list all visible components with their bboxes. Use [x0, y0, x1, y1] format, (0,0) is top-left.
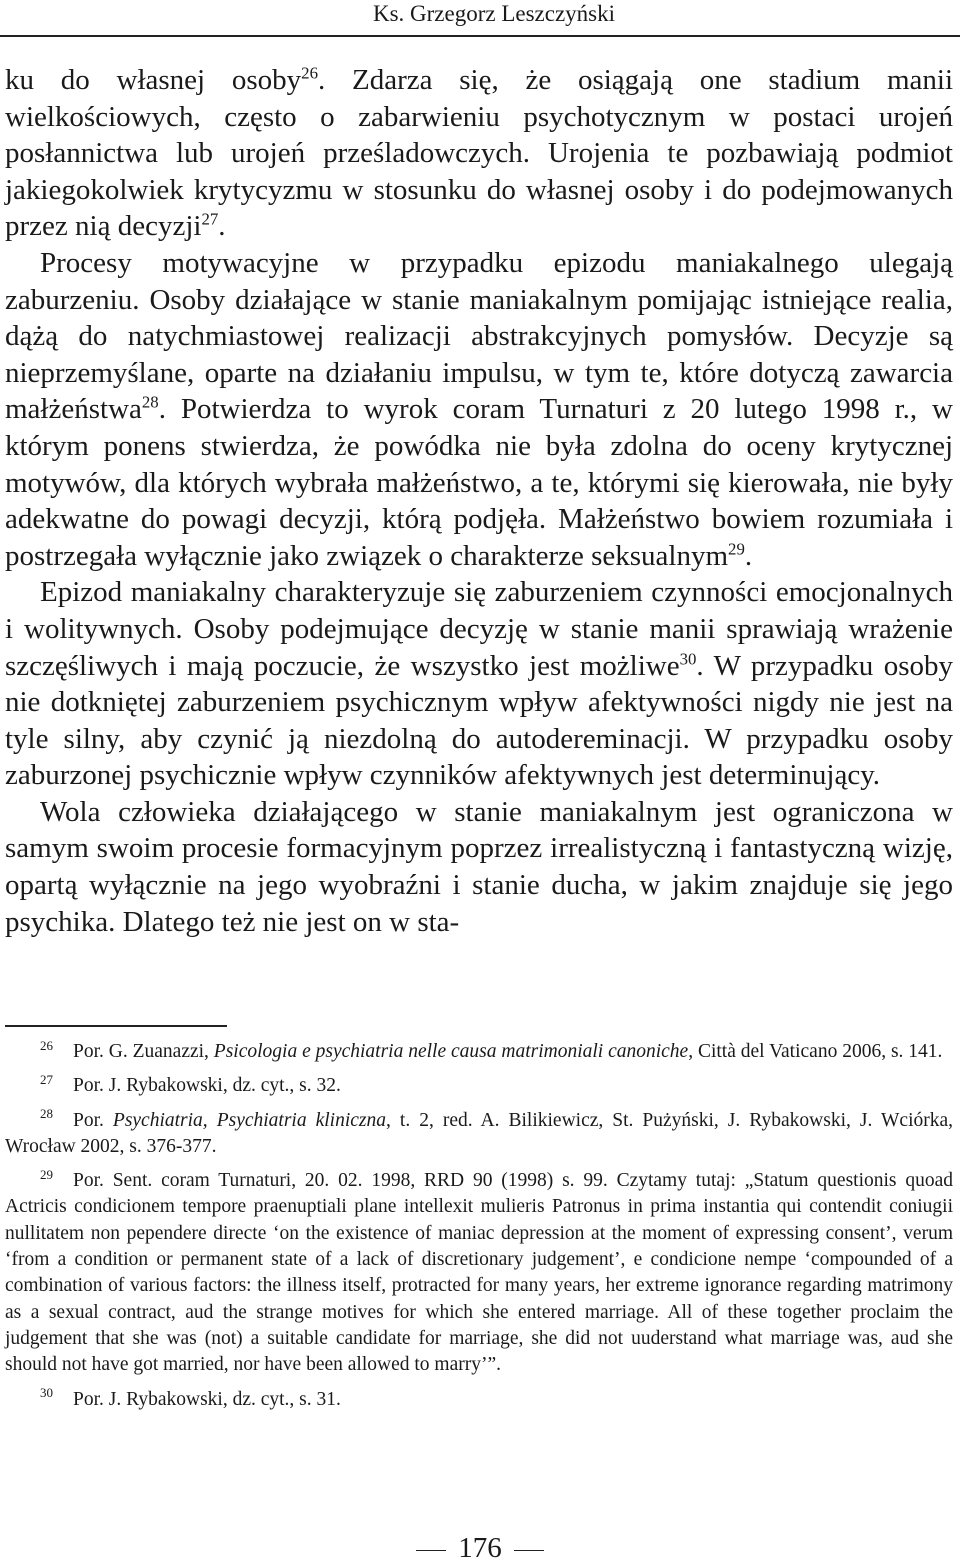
dash-right — [514, 1550, 544, 1552]
footnote-text: Por. J. Rybakowski, dz. cyt., s. 31. — [73, 1388, 341, 1410]
footnote-27 — [5, 1073, 953, 1099]
footnote-ref-27[interactable]: 27 — [201, 209, 219, 229]
footnote-28 — [5, 1108, 953, 1161]
footnote-text: Por. J. Rybakowski, dz. cyt., s. 32. — [73, 1075, 341, 1097]
footnote-ref-30[interactable]: 30 — [679, 648, 697, 668]
footnote-number: 28 — [40, 1106, 53, 1122]
dash-left — [416, 1550, 446, 1552]
footnote-title: Psychiatria, Psychiatria kliniczna — [112, 1109, 387, 1131]
paragraph-3 — [5, 574, 953, 794]
running-header: Ks. Grzegorz Leszczyński — [372, 1, 615, 26]
footnote-26 — [5, 1039, 953, 1065]
footnote-text: Por. Sent. coram Turnaturi, 20. 02. 1998, RRD 90 (1998) s. 99. Czytamy tutaj: „Statum questionis quoad Actricis condicionem tempore praenuptiali plane intellexit mulieris Patronus in prima instantia qui contendit coniugii nullitatem non pependere directe ‘on the existence of maniac depression at the moment of expressing consent’, verum ‘from a condition or permanent state of a lack of discretionary judgement’, e condicione nempe ‘compounded of a combination of various factors: the illness itself, protracted for many years, her extreme ignorance regarding matrimony as a sexual contract, aud the strange motives for which she entered marriage. All of these together proclaim the judgement that she was (not) a suitable candidate for marriage, she did not uuderstand what marriage was, aud she should not have got married, nor have been allowed to marry’”. — [5, 1170, 953, 1376]
footnote-text: Por. — [73, 1109, 113, 1131]
page-number-value: 176 — [458, 1532, 502, 1564]
paragraph-text: . — [744, 539, 753, 572]
paragraph-text: . Zdarza się, że osiągają one stadium manii wielkościowych, często o zabarwieniu psychotycznym w postaci urojeń posłannictwa lub urojeń prześladowczych. Urojenia te pozbawiają podmiot jakiegokolwiek krytycyzmu w stosunku do własnej osoby i do podejmowanych przez nią decyzji — [5, 64, 953, 243]
footnote-number: 30 — [40, 1385, 53, 1401]
paragraph-2 — [5, 245, 953, 574]
page-number — [0, 1530, 960, 1566]
paragraph-text: ku do własnej osoby — [5, 64, 302, 96]
footnote-text: , Città del Vaticano 2006, s. 141. — [688, 1041, 943, 1062]
footnote-30 — [5, 1387, 953, 1413]
paragraph-text: . — [218, 210, 226, 243]
footnote-title: Psicologia e psychiatria nelle causa matrimoniali canoniche — [213, 1041, 689, 1062]
footnotes — [5, 1039, 953, 1421]
footnote-number: 29 — [40, 1166, 53, 1182]
paragraph-text: Epizod maniakalny charakteryzuje się zaburzeniem czynności emocjonalnych i wolitywnych. Osoby podejmujące decyzję w stanie manii sprawiają wrażenie szczęśliwych i mają poczucie, że wszystko jest możliwe — [5, 576, 953, 682]
footnote-text: Por. G. Zuanazzi, — [73, 1041, 214, 1062]
paragraph-text: Wola człowieka działającego w stanie maniakalnym jest ograniczona w samym swoim procesie formacyjnym poprzez irrealistyczną i fantastyczną wizję, opartą wyłącznie na jego wyobraźni i stanie ducha, w jakim znajduje się jego psychika. Dlatego też nie jest on w sta- — [5, 795, 953, 938]
footnote-number: 26 — [40, 1037, 53, 1053]
footnote-ref-28[interactable]: 28 — [141, 392, 159, 412]
header-rule — [0, 35, 960, 37]
paragraph-4 — [5, 794, 953, 940]
footnote-ref-26[interactable]: 26 — [301, 63, 318, 83]
footnote-29 — [5, 1168, 953, 1378]
footnote-ref-29[interactable]: 29 — [728, 539, 745, 559]
paragraph-text: Procesy motywacyjne w przypadku epizodu maniakalnego ulegają zaburzeniu. Osoby działające w stanie maniakalnym pomijając istniejące realia, dążą do natychmiastowej realizacji abstrakcyjnych pomysłów. Decyzje są nieprzemyślane, oparte na działaniu impulsu, w tym te, które dotyczą zawarcia małżeństwa — [5, 246, 953, 426]
paragraph-1 — [5, 62, 953, 245]
main-text — [5, 62, 953, 940]
paragraph-text: . W przypadku osoby nie dotkniętej zaburzeniem psychicznym wpływ afektywności nigdy nie jest na tyle silny, aby czynić ją niezdolną do autoderеminacji. W przypadku osoby zaburzonej psychicznie wpływ czynników afektywnych jest determinujący. — [5, 649, 953, 792]
footnote-number: 27 — [40, 1071, 53, 1087]
paragraph-text: . Potwierdza to wyrok coram Turnaturi z 20 lutego 1998 r., w którym ponens stwierdza, że powódka nie była zdolna do oceny krytycznej motywów, dla których wybrała małżeństwo, a te, którymi się kierowała, nie były adekwatne do powagi decyzji, którą podjęła. Małżeństwo bowiem rozumiała i postrzegała wyłącznie jako związek o charakterze seksualnym — [5, 393, 953, 572]
footnote-separator — [5, 1025, 227, 1027]
footnote-text: , t. 2, red. A. Bilikiewicz, St. Pużyński, J. Rybakowski, J. Wciórka, Wrocław 2002, s. 376-377. — [5, 1109, 954, 1157]
